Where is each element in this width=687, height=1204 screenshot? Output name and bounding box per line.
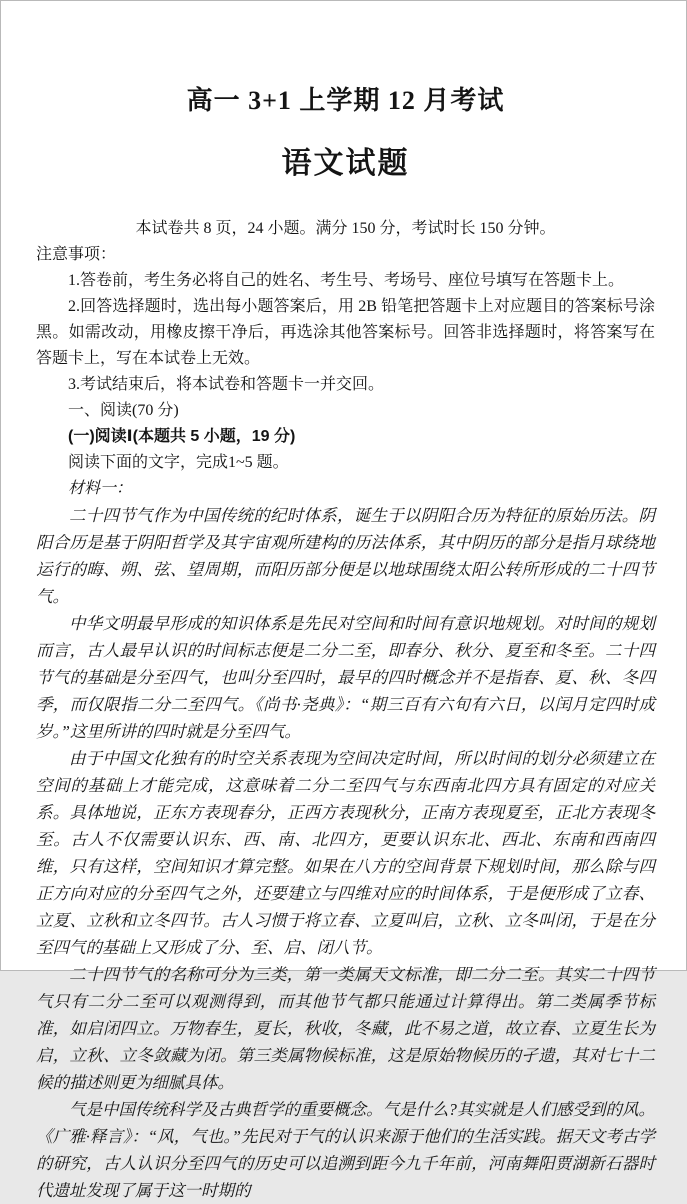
- section-heading-reading: 一、阅读(70 分): [68, 402, 179, 420]
- material-paragraph: 由于中国文化独有的时空关系表现为空间决定时间，所以时间的划分必须建立在空间的基础上才能完成，这意味着二分二至四气与东西南北四方具有固定的对应关系。具体地说，正东方表现春分，正西方表现秋分，正南方表现夏至，正北方表现冬至。古人不仅需要认识东、西、南、北四方，更要认识东北、西北、东南和西南四维，只有这样，空间知识才算完整。如果在八方的空间背景下规划时间，那么除与四正方向对应的分至四气之外，还要建立与四维对应的时间体系，于是便形成了立春、立夏、立秋和立冬四节。古人习惯于将立春、立夏叫启，立秋、立冬叫闭，于是在分至四气的基础上又形成了分、至、启、闭八节。: [36, 749, 655, 958]
- notice-item-2: 2.回答选择题时，选出每小题答案后，用 2B 铅笔把答题卡上对应题目的答案标号涂黑。如需改动，用橡皮擦干净后，再选涂其他答案标号。回答非选择题时，将答案写在答题卡上，写在本试卷上无效。: [36, 298, 655, 368]
- material-one-label: 材料一：: [68, 480, 133, 498]
- material-paragraph: 中华文明最早形成的知识体系是先民对空间和时间有意识地规划。对时间的规划而言，古人最早认识的时间标志便是二分二至，即春分、秋分、夏至和冬至。二十四节气的基础是分至四气，也叫分至四时，最早的四时概念并不是指春、夏、秋、冬四季，而仅限指二分二至四气。《尚书·尧典》：“期三百有六旬有六日，以闰月定四时成岁。”这里所讲的四时就是分至四气。: [36, 614, 655, 742]
- exam-subject-title: 语文试题: [281, 147, 410, 181]
- material-paragraph: 二十四节气的名称可分为三类，第一类属天文标准，即二分二至。其实二十四节气只有二分二至可以观测得到，而其他节气都只能通过计算得出。第二类属季节标准，如启闭四立。万物春生，夏长，秋收，冬藏，此不易之道，故立春、立夏生长为启，立秋、立冬敛藏为闭。第三类属物候标准，这是原始物候历的孑遗，其对七十二候的描述则更为细腻具体。: [36, 965, 655, 1093]
- reading-instruction: 阅读下面的文字，完成1~5 题。: [68, 454, 289, 472]
- subsection-heading-reading-1: (一)阅读Ⅰ(本题共 5 小题，19 分): [68, 428, 296, 446]
- material-paragraph: 二十四节气作为中国传统的纪时体系，诞生于以阴阳合历为特征的原始历法。阴阳合历是基于阴阳哲学及其宇宙观所建构的历法体系，其中阴历的部分是指月球绕地运行的晦、朔、弦、望周期，而阳历部分便是以地球围绕太阳公转所形成的二十四节气。: [36, 506, 655, 607]
- page-content: [1, 1, 686, 1204]
- exam-meta-line: 本试卷共 8 页，24 小题。满分 150 分，考试时长 150 分钟。: [135, 220, 556, 238]
- material-paragraph: 气是中国传统科学及古典哲学的重要概念。气是什么?其实就是人们感受到的风。《广雅·释言》：“风，气也。”先民对于气的认识来源于他们的生活实践。据天文考古学的研究，古人认识分至四气的历史可以追溯到距今九千年前，河南舞阳贾湖新石器时代遗址发现了属于这一时期的: [36, 1100, 655, 1201]
- exam-title: 高一 3+1 上学期 12 月考试: [186, 86, 505, 115]
- material-one-body: [36, 502, 655, 1204]
- notice-item-3: 3.考试结束后，将本试卷和答题卡一并交回。: [68, 376, 385, 394]
- notice-item-1: 1.答卷前，考生务必将自己的姓名、考生号、考场号、座位号填写在答题卡上。: [68, 272, 625, 290]
- notice-section: [36, 242, 655, 398]
- notice-label: 注意事项：: [36, 246, 117, 264]
